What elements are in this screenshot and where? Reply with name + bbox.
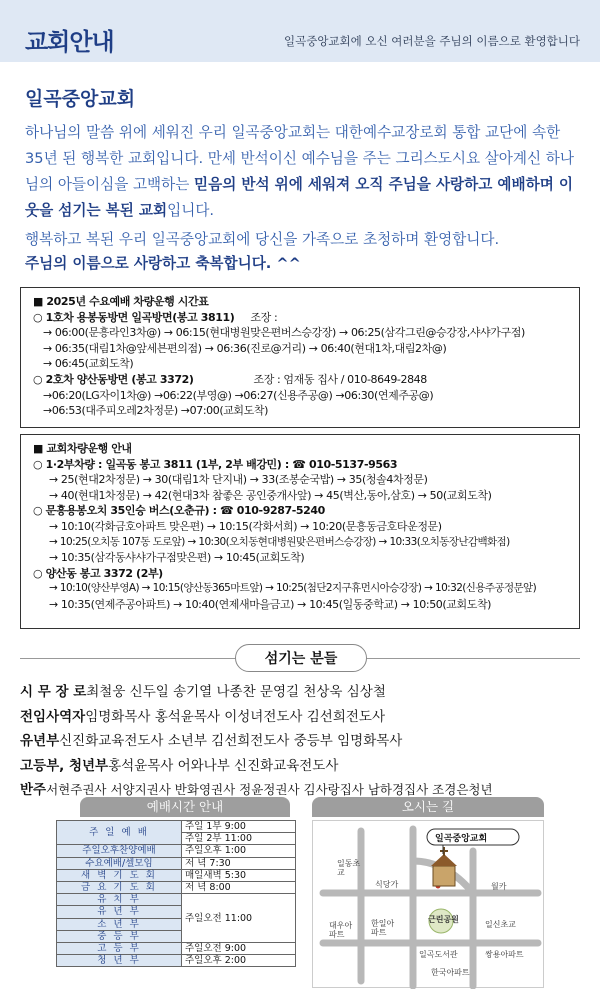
worship-time: 주일오전 11:00: [182, 894, 296, 943]
staff-row: [20, 680, 590, 705]
worship-table: [56, 820, 296, 967]
worship-time: 주일오전 9:00: [182, 943, 296, 955]
worship-time: 주일오후 1:00: [182, 845, 296, 857]
route-line: → 06:35(대림1차@앞세븐편의점) → 06:36(진로@거리) → 06:40(현대1차,대림2차@): [43, 341, 447, 355]
intro-end: 입니다.: [167, 202, 215, 219]
bus-r1-title: ○ 1·2부차량 : 일곡동 봉고 3811 (1부, 2부 배강민) : ☎ 010-5137-9563: [33, 457, 398, 471]
staff-names: 홍석윤목사 어와나부 신진화교육전도사: [108, 757, 339, 774]
intro-text: 하나님의 말씀 위에 세워진 우리 일곡중앙교회는 대한예수교장로회 통합 교단에 속한 35년 된 행복한 교회입니다. 만세 반석이신 예수님을 주는 그리스도시요 살아계신 하나님의 아들이심을 고백하는: [25, 124, 574, 193]
route2-driver: 조장 : 엄재동 집사 / 010-8649-2848: [253, 372, 427, 386]
worship-name: 고 등 부: [57, 943, 182, 955]
worship-name: 유 치 부: [57, 894, 182, 906]
staff-row: [20, 705, 590, 730]
directions-map: [312, 820, 544, 988]
bus-2025-title: ■ 2025년 수요예배 차량운행 시간표: [33, 295, 209, 308]
table-row: [57, 943, 296, 955]
route-line: → 10:35(삼각동샤샤가구점맞은편) → 10:45(교회도착): [49, 551, 305, 565]
worship-time: 주일 1부 9:00: [182, 821, 296, 833]
directions-title: 오시는 길: [312, 797, 544, 817]
church-invite: [25, 228, 580, 276]
map-label: 일곡도서관: [419, 950, 458, 959]
bus-church-box: [20, 434, 580, 629]
map-label: 월카: [491, 882, 507, 891]
worship-name: 청 년 부: [57, 955, 182, 967]
bus-r3-title: ○ 양산동 봉고 3372 (2부): [33, 566, 163, 580]
invite-line: 행복하고 복된 우리 일곡중앙교회에 당신을 가족으로 초청하며 환영합니다.: [25, 231, 500, 248]
worship-time: 저 녁 8:00: [182, 882, 296, 894]
staff-row: [20, 729, 590, 754]
worship-name: 소 년 부: [57, 918, 182, 930]
church-name: 일곡중앙교회: [25, 88, 136, 110]
route-line: → 10:35(연제주공아파트) → 10:40(연제새마을금고) → 10:45(일동중학교) → 10:50(교회도착): [49, 597, 492, 611]
map-label: 한일아파트: [371, 919, 395, 937]
table-row: [57, 955, 296, 967]
intro-bold: 믿음의 반석 위에 세워져 오직 주님을 사랑하고 예배하며 이웃을 섬기는 복된 교회: [25, 176, 573, 219]
route1-title: ○ 1호차 용봉동방면 일곡방면(봉고 3811): [33, 310, 235, 324]
worship-name: 금 요 기 도 회: [57, 882, 182, 894]
route-line: → 06:45(교회도착): [43, 357, 134, 371]
route-line: → 10:25(오치동 107동 도로앞) → 10:30(오치동현대병원맞은편버스승강장) → 10:33(오치동장난감백화점): [49, 535, 510, 548]
welcome-text: 일곡중앙교회에 오신 여러분을 주님의 이름으로 환영합니다: [284, 34, 580, 48]
route-line: →06:20(LG자이1차@) →06:22(부영@) →06:27(신용주공@) →06:30(연제주공@): [43, 388, 434, 402]
staff-row: [20, 754, 590, 779]
church-intro: [25, 120, 580, 224]
worship-name: 주일오후찬양예배: [57, 845, 182, 857]
worship-title: 예배시간 안내: [80, 797, 290, 817]
staff-role: 고등부, 청년부: [20, 757, 109, 774]
route-line: → 25(현대2차정문) → 30(대림1차 단지내) → 33(조봉순국밥) → 35(청솔4차정문): [49, 473, 428, 487]
map-label-church: 일곡중앙교회: [435, 834, 488, 844]
church-building-icon: [433, 866, 455, 886]
table-row: [57, 894, 296, 906]
route-line: → 06:00(문흥라인3차@) → 06:15(현대병원맞은편버스승강장) → 06:25(삼각그린@승강장,샤샤가구점): [43, 326, 525, 340]
staff-names: 신진화교육전도사 소년부 김선희전도사 중등부 임명화목사: [59, 733, 403, 749]
staff-list: [20, 680, 590, 803]
table-row: [57, 845, 296, 857]
staff-role: 유년부: [20, 733, 60, 749]
staff-section-title: 섬기는 분들: [235, 644, 367, 672]
table-row: [57, 882, 296, 894]
staff-role: 전임사역자: [20, 708, 86, 725]
map-label: 일동초교: [337, 859, 361, 877]
route-line: → 40(현대1차정문) → 42(현대3차 참좋은 공인중개사앞) → 45(벽산,동아,삼호) → 50(교회도착): [49, 488, 492, 502]
worship-time: 매일새벽 5:30: [182, 869, 296, 881]
staff-names: 최철웅 신두일 송기열 나종찬 문영길 천상욱 심상철: [86, 684, 386, 700]
route-line: → 10:10(각화금호아파트 맞은편) → 10:15(각화서희) → 10:20(문흥동금호타운정문): [49, 519, 442, 533]
map-label: 근린공원: [428, 915, 459, 924]
map-label: 일신초교: [485, 920, 516, 929]
route1-driver: 조장 :: [250, 310, 278, 324]
bus-church-title: ■ 교회차량운행 안내: [33, 442, 132, 455]
bus-r2-title: ○ 문흥용봉오치 35인승 버스(오춘규) : ☎ 010-9287-5240: [33, 504, 325, 518]
map-label: 대우아파트: [329, 921, 353, 939]
worship-time: 저 녁 7:30: [182, 857, 296, 869]
staff-names: 서현주권사 서양지권사 반화영권사 정윤정권사 김사랑집사 남하경집사 조경은청년: [46, 782, 493, 797]
staff-role: 반주: [20, 782, 47, 798]
invite-blessing: 주님의 이름으로 사랑하고 축복합니다. ^^: [25, 255, 301, 272]
map-label: 식당가: [375, 880, 399, 889]
worship-time: 주일 2부 11:00: [182, 833, 296, 845]
worship-time: 주일오후 2:00: [182, 955, 296, 967]
route-line: → 10:10(양산부영A) → 10:15(양산동365마트앞) → 10:25(첨단2지구휴먼시아승강장) → 10:32(신용주공정문앞): [49, 582, 537, 595]
map-label: 한국아파트: [431, 968, 470, 977]
route2-title: ○ 2호차 양산동방면 (봉고 3372): [33, 372, 194, 386]
brand-title: 교회안내: [25, 28, 114, 56]
worship-name: 유 년 부: [57, 906, 182, 918]
worship-name: 중 등 부: [57, 930, 182, 942]
table-row: [57, 857, 296, 869]
table-row: [57, 821, 296, 833]
map-label: 쌍용아파트: [485, 950, 524, 959]
worship-name: 수요예배/셀모임: [57, 857, 182, 869]
map-roads: [313, 821, 545, 989]
bus-2025-box: [20, 287, 580, 428]
worship-name: 주 일 예 배: [57, 821, 182, 845]
staff-names: 임명화목사 홍석윤목사 이성녀전도사 김선희전도사: [85, 708, 385, 725]
table-row: [57, 869, 296, 881]
route-line: →06:53(대주피오레2차정문) →07:00(교회도착): [43, 404, 269, 418]
worship-name: 새 벽 기 도 회: [57, 869, 182, 881]
staff-role: 시 무 장 로: [20, 684, 87, 700]
